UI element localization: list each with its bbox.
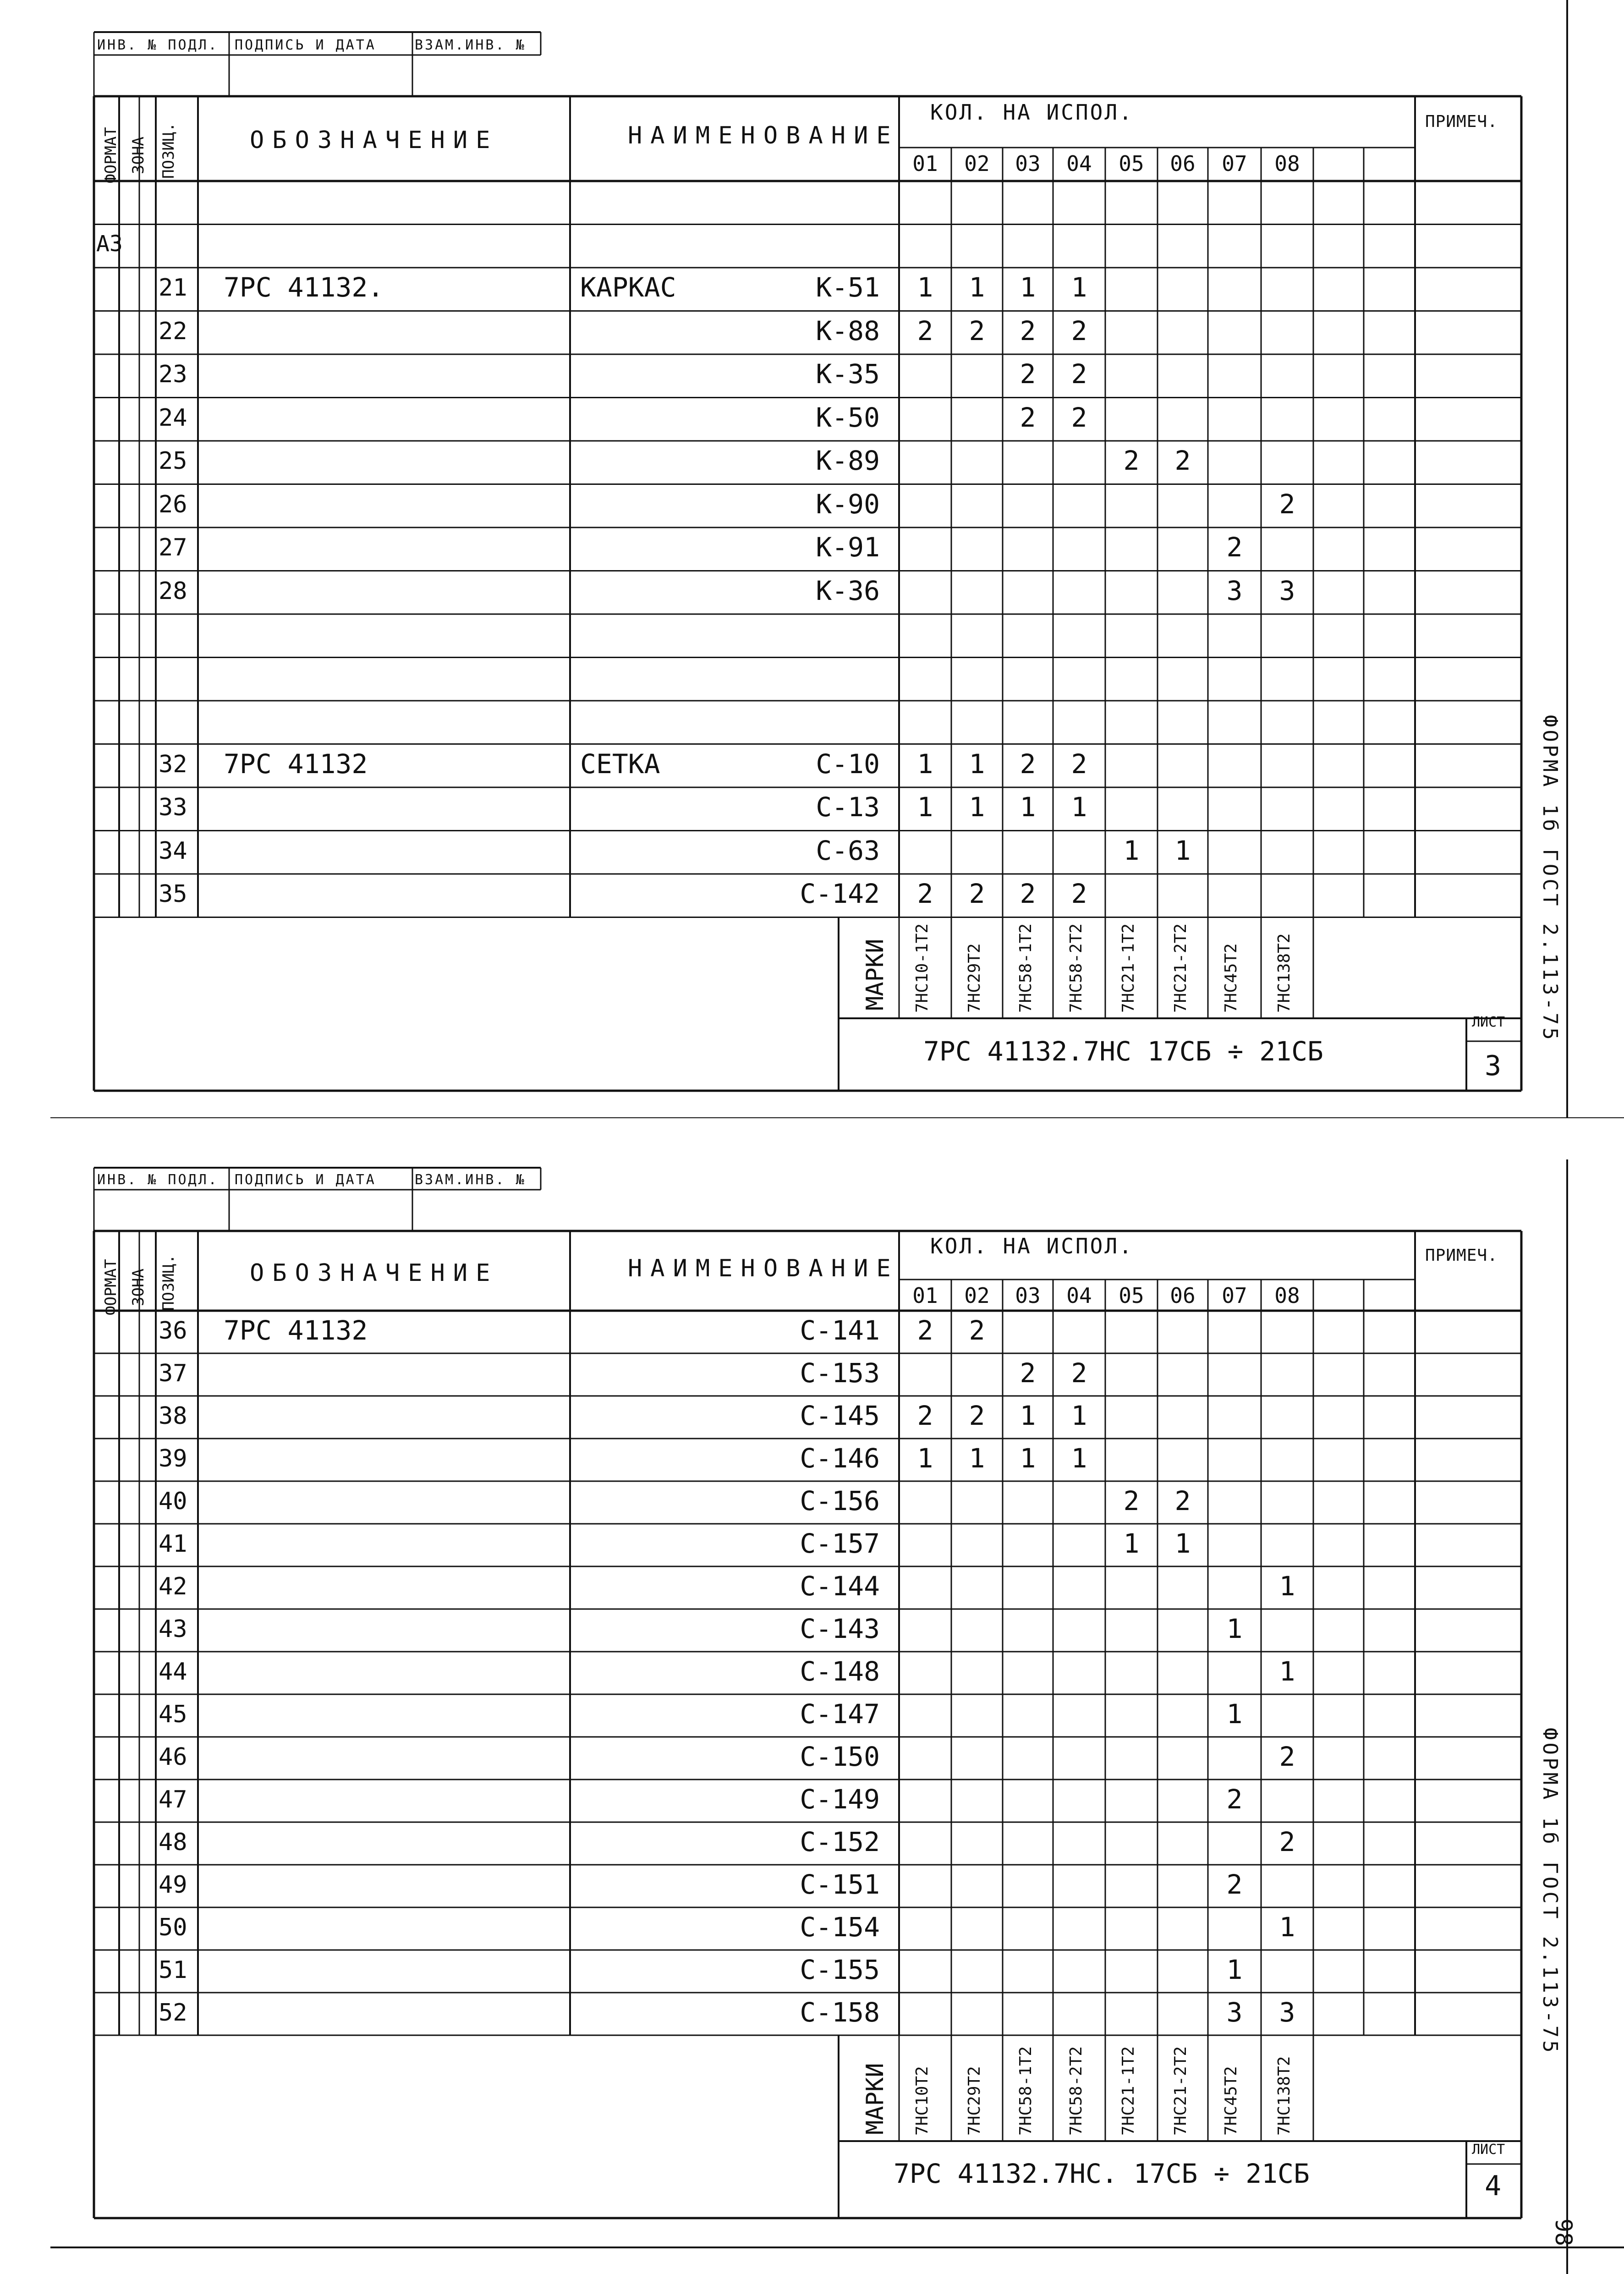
position-number: 26 [159, 490, 187, 518]
qty-07: 2 [1226, 1784, 1243, 1815]
side-form-label: ФОРМА 1б ГОСТ 2.113-75 [1538, 1728, 1562, 2055]
item-mark: С-155 [800, 1954, 880, 1985]
designation: 7РС 41132 [224, 748, 368, 780]
qty-01: 1 [917, 791, 933, 823]
item-mark: С-147 [800, 1698, 880, 1730]
qty-08: 2 [1279, 1826, 1295, 1857]
position-number: 36 [159, 1317, 187, 1345]
qty-05: 1 [1123, 835, 1140, 866]
version-label-01: 01 [912, 151, 938, 176]
item-mark: К-35 [816, 358, 880, 390]
header-position: ПОЗИЦ. [159, 122, 178, 179]
qty-02: 2 [969, 315, 985, 346]
qty-01: 1 [917, 1443, 933, 1474]
item-mark: К-90 [816, 488, 880, 520]
qty-08: 1 [1279, 1571, 1295, 1602]
header-qty: КОЛ. НА ИСПОЛ. [930, 100, 1134, 125]
version-mark: 7НС58-1Т2 [1016, 923, 1035, 1013]
qty-08: 1 [1279, 1656, 1295, 1687]
version-mark: 7НС138Т2 [1275, 2056, 1294, 2136]
position-number: 43 [159, 1615, 187, 1643]
header-format: ФОРМАТ [102, 127, 120, 183]
version-label-03: 03 [1015, 151, 1041, 176]
qty-04: 2 [1071, 1357, 1087, 1389]
position-number: 25 [159, 447, 187, 475]
sheet-label: ЛИСТ [1472, 2142, 1505, 2158]
qty-04: 2 [1071, 401, 1087, 433]
qty-02: 2 [969, 1400, 985, 1431]
version-label-04: 04 [1066, 1283, 1092, 1308]
qty-03: 2 [1020, 401, 1036, 433]
designation: 7РС 41132. [224, 272, 384, 303]
spec-sheet-3 [0, 0, 1624, 1118]
stamp-inv-label: ИНВ. № ПОДЛ. [97, 37, 219, 53]
item-name: КАРКАС [580, 272, 676, 303]
title-block-code: 7РС 41132.7НС. 17СБ ÷ 21СБ [894, 2158, 1310, 2189]
qty-07: 3 [1226, 1997, 1243, 2028]
item-mark: С-152 [800, 1826, 880, 1857]
sheet-grid [0, 0, 1624, 1118]
position-number: 37 [159, 1360, 187, 1387]
qty-07: 3 [1226, 575, 1243, 606]
version-label-01: 01 [912, 1283, 938, 1308]
item-mark: С-144 [800, 1571, 880, 1602]
position-number: 39 [159, 1445, 187, 1472]
spec-sheet-4 [0, 1159, 1624, 2274]
version-label-04: 04 [1066, 151, 1092, 176]
qty-08: 3 [1279, 575, 1295, 606]
stamp-replace-label: ВЗАМ.ИНВ. № [415, 37, 526, 53]
version-mark: 7НС21-2Т2 [1171, 2046, 1190, 2136]
qty-06: 1 [1174, 835, 1191, 866]
qty-04: 2 [1071, 358, 1087, 390]
item-mark: С-142 [800, 878, 880, 909]
qty-03: 1 [1020, 791, 1036, 823]
item-mark: С-156 [800, 1485, 880, 1516]
qty-04: 2 [1071, 878, 1087, 909]
qty-02: 2 [969, 1315, 985, 1346]
version-mark: 7НС58-1Т2 [1016, 2046, 1035, 2136]
version-mark: 7НС21-2Т2 [1171, 923, 1190, 1013]
item-mark: К-51 [816, 272, 880, 303]
qty-04: 1 [1071, 1400, 1087, 1431]
version-label-08: 08 [1274, 1283, 1300, 1308]
item-mark: К-91 [816, 532, 880, 563]
qty-07: 1 [1226, 1698, 1243, 1730]
qty-04: 2 [1071, 748, 1087, 780]
item-mark: С-13 [816, 791, 880, 823]
qty-03: 2 [1020, 748, 1036, 780]
position-number: 51 [159, 1956, 187, 1984]
item-mark: С-150 [800, 1741, 880, 1772]
header-name: НАИМЕНОВАНИЕ [628, 1255, 899, 1282]
sheet-label: ЛИСТ [1472, 1014, 1505, 1030]
qty-03: 1 [1020, 272, 1036, 303]
qty-07: 2 [1226, 532, 1243, 563]
version-mark: 7НС21-1Т2 [1119, 923, 1138, 1013]
qty-08: 1 [1279, 1911, 1295, 1943]
header-designation: ОБОЗНАЧЕНИЕ [250, 126, 499, 154]
version-label-07: 07 [1222, 1283, 1247, 1308]
item-mark: С-141 [800, 1315, 880, 1346]
version-mark: 7НС45Т2 [1222, 943, 1240, 1013]
marks-label: МАРКИ [861, 2063, 889, 2135]
qty-03: 2 [1020, 358, 1036, 390]
position-number: 47 [159, 1786, 187, 1813]
item-mark: С-148 [800, 1656, 880, 1687]
qty-03: 1 [1020, 1443, 1036, 1474]
position-number: 49 [159, 1871, 187, 1899]
position-number: 22 [159, 317, 187, 345]
qty-07: 1 [1226, 1954, 1243, 1985]
position-number: 33 [159, 794, 187, 821]
qty-02: 1 [969, 791, 985, 823]
version-label-08: 08 [1274, 151, 1300, 176]
version-label-05: 05 [1119, 1283, 1144, 1308]
title-block-code: 7РС 41132.7НС 17СБ ÷ 21СБ [923, 1036, 1323, 1067]
header-zone: ЗОНА [129, 137, 148, 174]
position-number: 34 [159, 837, 187, 865]
stamp-sign-label: ПОДПИСЬ И ДАТА [235, 37, 376, 53]
position-number: 40 [159, 1488, 187, 1515]
position-number: 32 [159, 750, 187, 778]
position-number: 24 [159, 404, 187, 432]
item-mark: С-10 [816, 748, 880, 780]
version-mark: 7НС58-2Т2 [1067, 923, 1086, 1013]
qty-05: 1 [1123, 1528, 1140, 1559]
designation: 7РС 41132 [224, 1315, 368, 1346]
item-mark: С-153 [800, 1357, 880, 1389]
item-mark: С-63 [816, 835, 880, 866]
qty-03: 2 [1020, 878, 1036, 909]
version-mark: 7НС45Т2 [1222, 2066, 1240, 2136]
version-mark: 7НС29Т2 [965, 2066, 984, 2136]
version-label-07: 07 [1222, 151, 1247, 176]
item-mark: К-36 [816, 575, 880, 606]
marks-label: МАРКИ [861, 939, 889, 1011]
qty-03: 2 [1020, 1357, 1036, 1389]
position-number: 44 [159, 1658, 187, 1686]
header-format: ФОРМАТ [102, 1259, 120, 1315]
position-number: 52 [159, 1999, 187, 2027]
qty-04: 1 [1071, 1443, 1087, 1474]
sheet-number: 3 [1485, 1050, 1502, 1082]
qty-05: 2 [1123, 445, 1140, 476]
qty-04: 2 [1071, 315, 1087, 346]
item-mark: С-149 [800, 1784, 880, 1815]
qty-02: 1 [969, 748, 985, 780]
version-label-06: 06 [1170, 151, 1196, 176]
version-label-03: 03 [1015, 1283, 1041, 1308]
qty-02: 1 [969, 272, 985, 303]
version-label-02: 02 [964, 151, 990, 176]
version-mark: 7НС10-1Т2 [913, 923, 932, 1013]
position-number: 28 [159, 577, 187, 605]
stamp-replace-label: ВЗАМ.ИНВ. № [415, 1172, 526, 1188]
stamp-sign-label: ПОДПИСЬ И ДАТА [235, 1172, 376, 1188]
qty-07: 1 [1226, 1613, 1243, 1644]
position-number: 38 [159, 1402, 187, 1430]
version-label-02: 02 [964, 1283, 990, 1308]
item-mark: С-145 [800, 1400, 880, 1431]
version-mark: 7НС10Т2 [913, 2066, 932, 2136]
qty-08: 3 [1279, 1997, 1295, 2028]
version-mark: 7НС58-2Т2 [1067, 2046, 1086, 2136]
qty-06: 1 [1174, 1528, 1191, 1559]
qty-04: 1 [1071, 272, 1087, 303]
header-note: ПРИМЕЧ. [1425, 1246, 1498, 1265]
item-mark: С-157 [800, 1528, 880, 1559]
side-form-label: ФОРМА 1б ГОСТ 2.113-75 [1538, 715, 1562, 1043]
sheet-number: 4 [1485, 2170, 1502, 2202]
qty-05: 2 [1123, 1485, 1140, 1516]
format-code: А3 [96, 231, 123, 257]
item-mark: С-143 [800, 1613, 880, 1644]
header-designation: ОБОЗНАЧЕНИЕ [250, 1259, 499, 1287]
qty-08: 2 [1279, 488, 1295, 520]
qty-01: 2 [917, 315, 933, 346]
position-number: 48 [159, 1829, 187, 1856]
version-label-05: 05 [1119, 151, 1144, 176]
position-number: 35 [159, 880, 187, 908]
header-note: ПРИМЕЧ. [1425, 112, 1498, 131]
qty-06: 2 [1174, 445, 1191, 476]
qty-03: 1 [1020, 1400, 1036, 1431]
qty-02: 1 [969, 1443, 985, 1474]
position-number: 41 [159, 1530, 187, 1558]
qty-01: 2 [917, 878, 933, 909]
qty-04: 1 [1071, 791, 1087, 823]
qty-07: 2 [1226, 1869, 1243, 1900]
position-number: 42 [159, 1573, 187, 1600]
item-mark: К-89 [816, 445, 880, 476]
qty-06: 2 [1174, 1485, 1191, 1516]
item-mark: С-158 [800, 1997, 880, 2028]
position-number: 21 [159, 274, 187, 302]
header-zone: ЗОНА [129, 1269, 148, 1306]
qty-02: 2 [969, 878, 985, 909]
qty-08: 2 [1279, 1741, 1295, 1772]
item-mark: С-151 [800, 1869, 880, 1900]
qty-01: 1 [917, 748, 933, 780]
page-corner-number: 98 [1550, 2218, 1577, 2247]
qty-01: 2 [917, 1315, 933, 1346]
version-mark: 7НС138Т2 [1275, 933, 1294, 1013]
position-number: 23 [159, 361, 187, 388]
item-mark: К-50 [816, 401, 880, 433]
version-mark: 7НС21-1Т2 [1119, 2046, 1138, 2136]
header-qty: КОЛ. НА ИСПОЛ. [930, 1234, 1134, 1258]
position-number: 27 [159, 534, 187, 561]
item-mark: С-146 [800, 1443, 880, 1474]
version-label-06: 06 [1170, 1283, 1196, 1308]
item-name: СЕТКА [580, 748, 660, 780]
position-number: 45 [159, 1701, 187, 1728]
position-number: 46 [159, 1743, 187, 1771]
version-mark: 7НС29Т2 [965, 943, 984, 1013]
item-mark: К-88 [816, 315, 880, 346]
qty-01: 2 [917, 1400, 933, 1431]
header-position: ПОЗИЦ. [159, 1254, 178, 1311]
stamp-inv-label: ИНВ. № ПОДЛ. [97, 1172, 219, 1188]
qty-03: 2 [1020, 315, 1036, 346]
header-name: НАИМЕНОВАНИЕ [628, 122, 899, 149]
qty-01: 1 [917, 272, 933, 303]
item-mark: С-154 [800, 1911, 880, 1943]
position-number: 50 [159, 1914, 187, 1941]
